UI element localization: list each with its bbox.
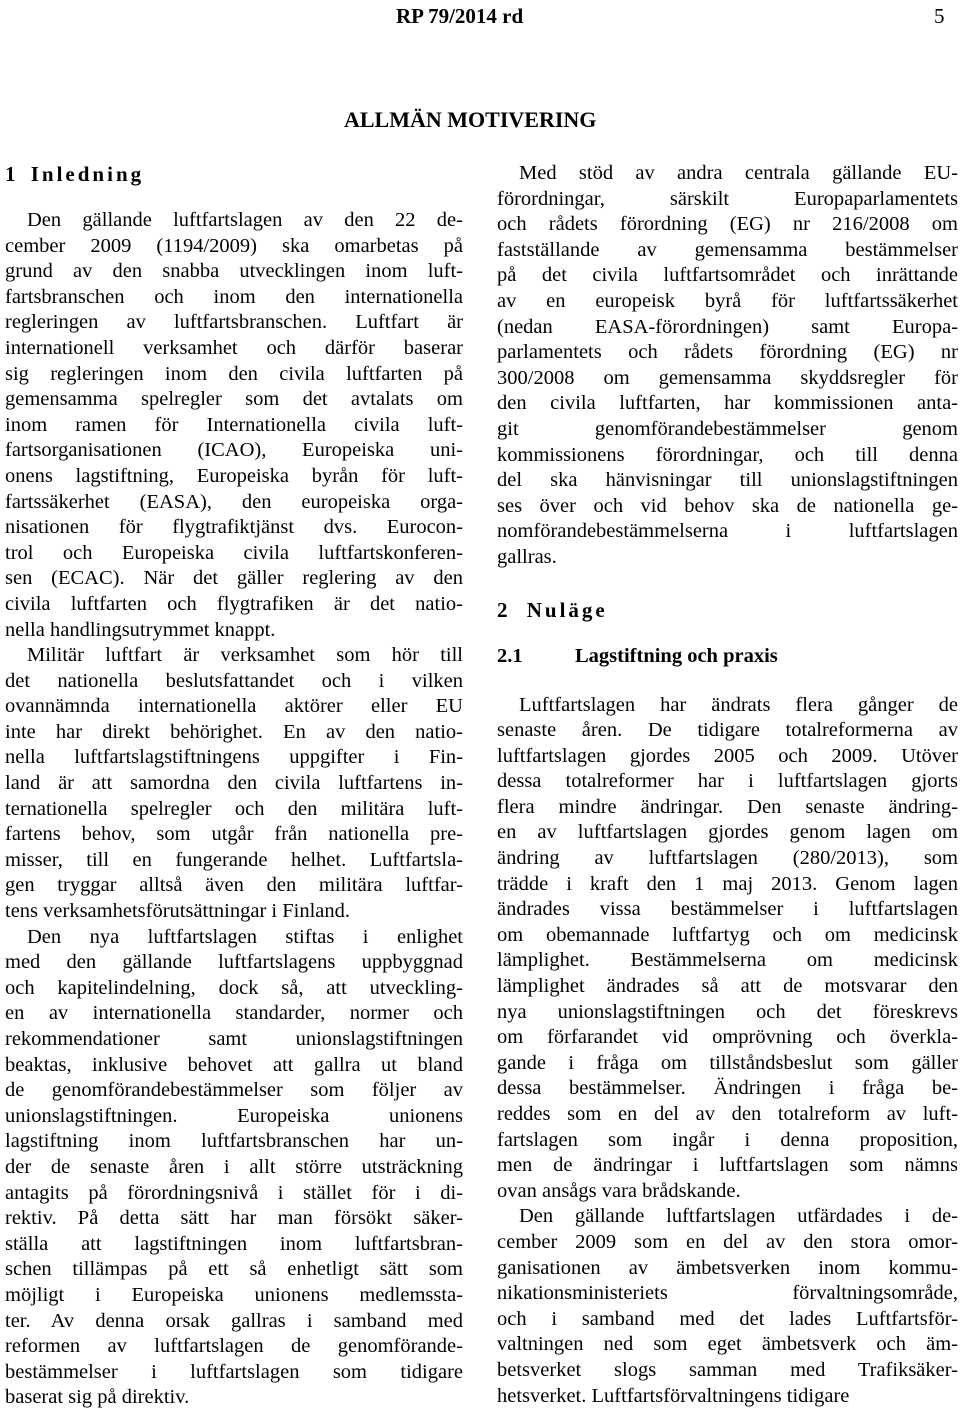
subheading-lagstiftning <box>497 643 958 669</box>
text-line: nomförandebestämmelserna i luftfartslagen <box>497 520 958 543</box>
text-line: det nationella beslutsfattandet och i vilken <box>5 669 463 692</box>
text-line: ses över och vid behov ska de nationella ge- <box>497 494 958 517</box>
text-line: möjligt i Europeiska unionens medlemssta- <box>5 1283 463 1306</box>
text-line: bestämmelser i luftfartslagen som tidigare <box>5 1360 463 1383</box>
text-line: der de senaste åren i allt större utsträckning <box>5 1155 463 1178</box>
text-line: reformen av luftfartslagen de genomförande- <box>5 1335 463 1358</box>
text-line: nya unionslagstiftningen och det föreskrevs <box>497 1000 958 1023</box>
text-line: Militär luftfart är verksamhet som hör till <box>27 644 463 667</box>
text-line: del ska hänvisningar till unionslagstiftningen <box>497 469 958 492</box>
text-line: ändrades vissa bestämmelser i luftfartslagen <box>497 898 958 921</box>
text-line: men de ändringar i luftfartslagen som nämns <box>497 1154 958 1177</box>
text-line: grund av den snabba utvecklingen inom luft- <box>5 260 463 283</box>
text-line: flera mindre ändringar. Den senaste ändring- <box>497 795 958 818</box>
text-line: nikationsministeriets förvaltningsområde, <box>497 1282 958 1305</box>
paragraph <box>5 925 463 1411</box>
paragraph <box>5 208 463 643</box>
text-line: gande i fråga om tillståndsbeslut som gäller <box>497 1051 958 1074</box>
text-line: hetsverket. Luftfartsförvaltningens tidigare <box>497 1384 850 1407</box>
text-line: fartsbranschen och inom den internationella <box>5 285 463 308</box>
text-line: betsverket slogs samman med Trafiksäker- <box>497 1358 958 1381</box>
text-line: regleringen av luftfartsbranschen. Luftfart är <box>5 311 463 334</box>
text-line: beaktas, inklusive behovet att gallra ut bland <box>5 1053 463 1076</box>
text-line: och kapitelindelning, dock så, att utveckling- <box>5 976 463 999</box>
text-line: om obemannade luftfartyg och om medicinsk <box>497 923 958 946</box>
text-line: av en europeisk byrå för luftfartssäkerhet <box>497 289 958 312</box>
text-line: Den nya luftfartslagen stiftas i enlighet <box>27 925 463 948</box>
text-line: och rådets förordning (EG) nr 216/2008 om <box>497 213 958 236</box>
text-line: internationell verksamhet och därför baserar <box>5 336 463 359</box>
text-line: fartssäkerhet (EASA), den europeiska orga- <box>5 490 463 513</box>
text-line: reddes som en del av den totalreform av luft- <box>497 1103 958 1125</box>
text-line: unionslagstiftningen. Europeiska unionens <box>5 1104 463 1127</box>
text-line: en av luftfartslagen gjordes genom lagen om <box>497 821 958 844</box>
text-line: lämplighet ändrades så att de motsvarar den <box>497 975 958 998</box>
text-line: med den gällande luftfartslagens uppbyggnad <box>5 951 463 974</box>
text-line: (nedan EASA-förordningen) samt Europa- <box>497 315 958 338</box>
text-line: sen (ECAC). När det gäller reglering av den <box>5 567 463 590</box>
text-line: på det civila luftfartsområdet och inrättande <box>497 264 958 287</box>
text-line: lagstiftning inom luftfartsbranschen har un- <box>5 1130 463 1153</box>
text-line: gemensamma spelregler som det avtalats om <box>5 388 463 411</box>
text-line: kommissionens förordningar, och till denna <box>497 443 958 466</box>
text-line: nella handlingsutrymmet knappt. <box>5 618 276 641</box>
text-line: dessa bestämmelser. Ändringen i fråga be- <box>497 1077 958 1100</box>
text-line: nella luftfartslagstiftningens uppgifter i Fin- <box>5 746 463 769</box>
paragraph <box>497 1204 958 1409</box>
text-line: trädde i kraft den 1 maj 2013. Genom lagen <box>497 872 958 895</box>
text-line: ovannämnda internationella aktörer eller EU <box>5 695 463 718</box>
text-line: senaste åren. De tidigare totalreformerna av <box>497 719 958 742</box>
text-line: trol och Europeiska civila luftfartskonferen- <box>5 541 463 564</box>
paragraph <box>497 161 958 571</box>
text-line: ändring av luftfartslagen (280/2013), som <box>497 847 958 870</box>
text-line: fastställande av gemensamma bestämmelser <box>497 238 958 261</box>
text-line: och i samband med det lades Luftfartsför- <box>497 1307 958 1330</box>
text-line: inte har direkt behörighet. En av den natio- <box>5 720 463 743</box>
text-line: nisationen för flygtrafiktjänst dvs. Eurocon- <box>5 516 463 539</box>
text-line: den civila luftfarten, har kommissionen anta- <box>497 392 958 415</box>
text-line: baserat sig på direktiv. <box>5 1386 190 1409</box>
text-line: gen tryggar alltså även den militära luftfar- <box>5 874 463 897</box>
text-line: Luftfartslagen har ändrats flera gånger de <box>519 693 958 716</box>
text-line: git genomförandebestämmelser genom <box>497 417 958 440</box>
text-line: tens verksamhetsförutsättningar i Finland. <box>5 900 351 923</box>
right-column <box>497 161 958 1409</box>
text-line: sig regleringen inom den civila luftfarten på <box>5 362 463 385</box>
text-line: lämplighet. Bestämmelserna om medicinsk <box>497 949 958 972</box>
text-line: dessa totalreformer har i luftfartslagen gjorts <box>497 770 958 793</box>
text-line: 300/2008 om gemensamma skyddsregler för <box>497 366 958 389</box>
text-line: Med stöd av andra centrala gällande EU- <box>519 162 958 184</box>
heading-number: 2 <box>497 597 508 622</box>
text-line: ternationella spelregler och den militära luft- <box>5 797 463 820</box>
paragraph <box>5 643 463 925</box>
text-line: civila luftfarten och flygtrafiken är det natio- <box>5 592 463 615</box>
text-line: en av internationella standarder, normer och <box>5 1002 463 1025</box>
document-header: RP 79/2014 rd <box>396 4 524 28</box>
text-line: misser, till en fungerande helhet. Luftfartsla- <box>5 848 463 871</box>
heading-nulage <box>497 597 958 623</box>
text-line: ställa att lagstiftningen inom luftfartsbran- <box>5 1232 463 1255</box>
text-line: cember 2009 (1194/2009) ska omarbetas på <box>5 234 463 257</box>
text-line: schen tillämpas på ett så enhetligt sätt som <box>5 1258 463 1281</box>
paragraph <box>497 693 958 1205</box>
text-line: Den gällande luftfartslagen utfärdades i de- <box>519 1205 958 1228</box>
text-line: onens lagstiftning, Europeiska byrån för luft- <box>5 464 463 487</box>
text-line: cember 2009 som en del av den stora omor- <box>497 1230 958 1253</box>
text-line: förordningar, särskilt Europaparlamentets <box>497 187 958 210</box>
heading-number: 1 <box>5 162 16 186</box>
text-line: parlamentets och rådets förordning (EG) nr <box>497 341 958 364</box>
text-line: de genomförandebestämmelser som följer av <box>5 1079 463 1102</box>
text-line: fartsorganisationen (ICAO), Europeiska uni- <box>5 439 463 462</box>
text-line: rektiv. På detta sätt har man försökt säker- <box>5 1207 463 1230</box>
text-line: valtningen ned som eget ämbetsverk och äm- <box>497 1333 958 1356</box>
text-line: ganisationen av ämbetsverken inom kommu- <box>497 1256 958 1279</box>
text-line: gallras. <box>497 545 557 568</box>
text-line: antagits på förordningsnivå i stället för i di- <box>5 1181 463 1204</box>
text-line: rekommendationer samt unionslagstiftningen <box>5 1028 463 1050</box>
text-line: fartens behov, som utgår från nationella pre- <box>5 823 463 846</box>
heading-text: Nuläge <box>526 597 608 622</box>
text-line: om förfarandet vid omprövning och överkla- <box>497 1026 958 1049</box>
subheading-number: 2.1 <box>497 644 523 667</box>
subheading-text: Lagstiftning och praxis <box>575 644 778 667</box>
text-line: ter. Av denna orsak gallras i samband med <box>5 1309 463 1332</box>
text-line: land är att samordna den civila luftfartens in- <box>5 772 463 795</box>
text-line: ovan ansågs vara brådskande. <box>497 1179 741 1202</box>
heading-text: Inledning <box>30 162 145 186</box>
text-line: inom ramen för Internationella civila luft- <box>5 413 463 436</box>
heading-inledning <box>5 161 463 187</box>
text-line: luftfartslagen gjordes 2005 och 2009. Utöver <box>497 744 958 767</box>
section-title: ALLMÄN MOTIVERING <box>344 107 597 132</box>
text-line: Den gällande luftfartslagen av den 22 de- <box>27 209 463 231</box>
page-number: 5 <box>934 4 945 28</box>
left-column <box>5 161 463 1411</box>
text-line: fartslagen som ingår i denna proposition, <box>497 1128 958 1151</box>
